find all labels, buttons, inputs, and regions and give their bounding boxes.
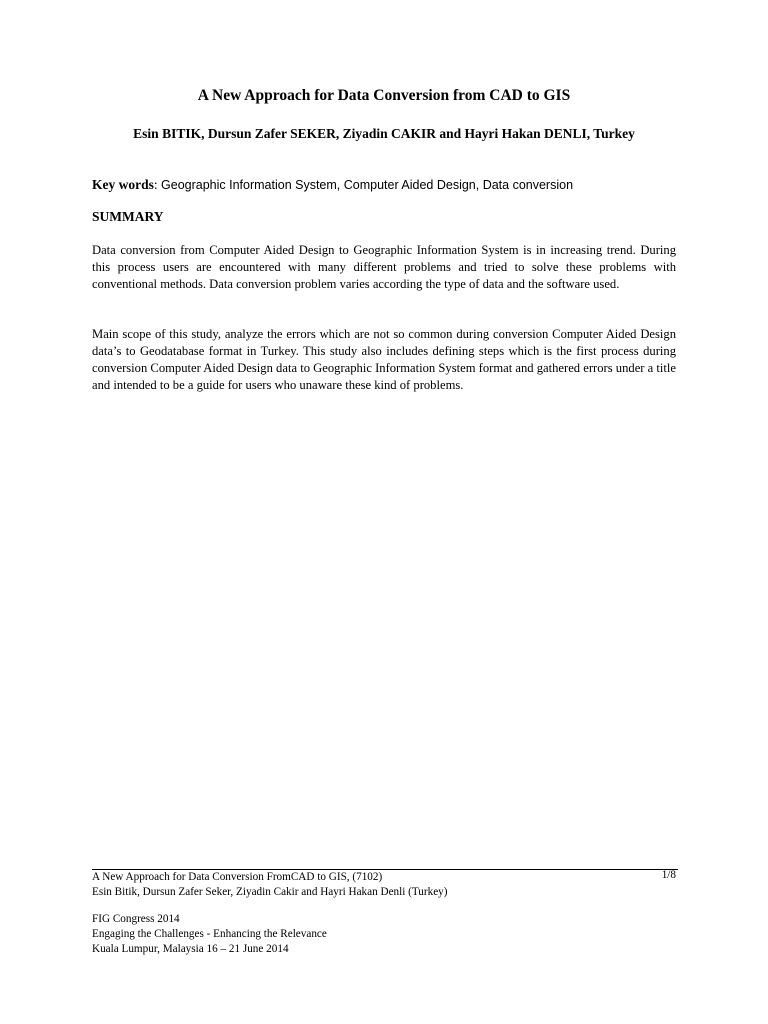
footer-conference-location: Kuala Lumpur, Malaysia 16 – 21 June 2014 (92, 943, 289, 955)
keywords-text: Geographic Information System, Computer Aided Design, Data conversion (161, 178, 574, 192)
keywords-separator: : (153, 177, 162, 192)
paper-title: A New Approach for Data Conversion from CAD to GIS (197, 87, 571, 104)
keywords-label: Key words (92, 177, 154, 192)
summary-paragraph: Data conversion from Computer Aided Design to Geographic Information System is in increasing trend. During this process users are encountered with many different problems and tried to solve these problems with conventional methods. Data conversion problem varies according the type of data and the software used. (92, 243, 676, 291)
footer-conference-theme: Engaging the Challenges - Enhancing the Relevance (92, 928, 327, 940)
keywords-line (92, 176, 676, 194)
footer-conference-name: FIG Congress 2014 (92, 913, 180, 925)
page-number: 1/8 (661, 869, 676, 881)
author-list: Esin BITIK, Dursun Zafer SEKER, Ziyadin CAKIR and Hayri Hakan DENLI, Turkey (133, 126, 635, 141)
summary-heading: SUMMARY (92, 209, 164, 224)
footer-authors: Esin Bitik, Dursun Zafer Seker, Ziyadin Cakir and Hayri Hakan Denli (Turkey) (92, 886, 448, 898)
summary-paragraph: Main scope of this study, analyze the errors which are not so common during conversion Computer Aided Design data’s to Geodatabase format in Turkey. This study also includes defining steps which is the first process during conversion Computer Aided Design data to Geographic Information System format and gathered errors under a title and intended to be a guide for users who unaware these kind of problems. (92, 327, 676, 392)
footer-paper-title: A New Approach for Data Conversion FromCAD to GIS, (7102) (92, 871, 383, 883)
